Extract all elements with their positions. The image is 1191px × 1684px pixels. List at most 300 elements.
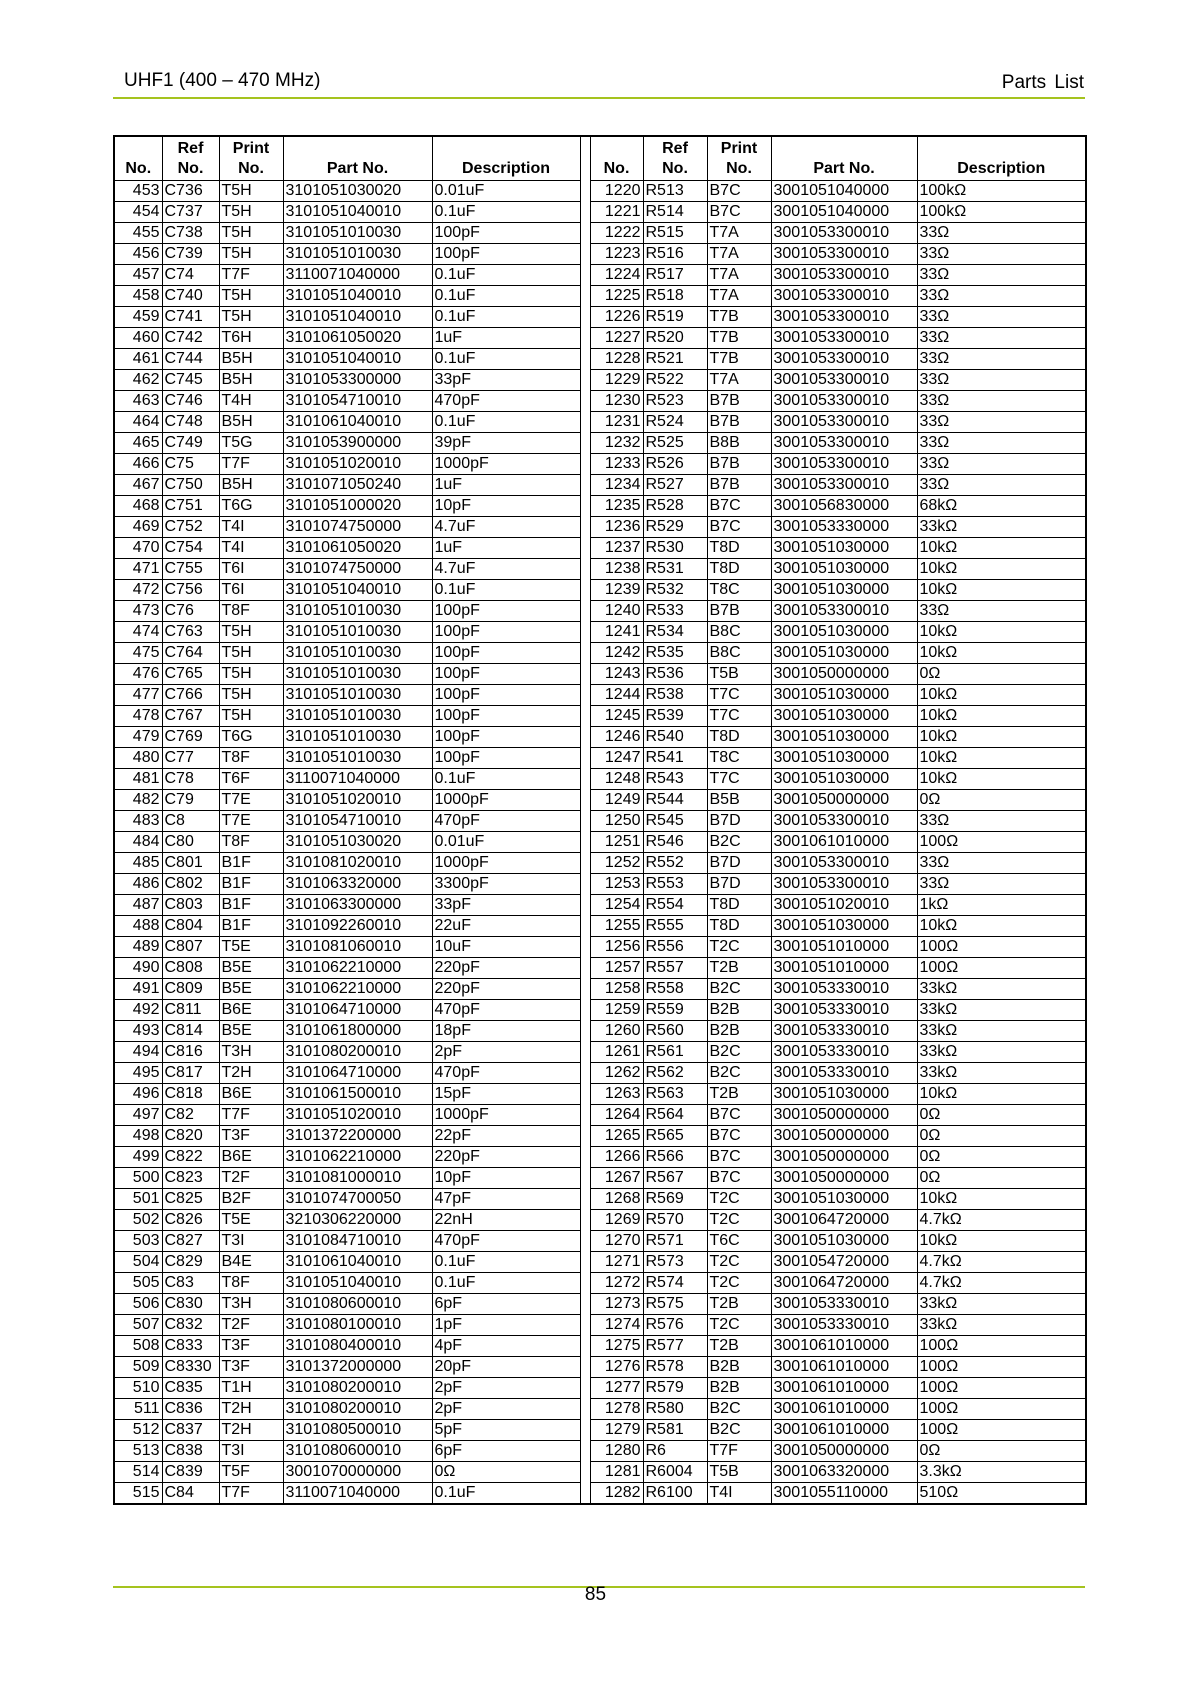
cell-part-no: 3101051010030 [283,748,432,769]
cell-print-no: T2C [707,1273,771,1294]
cell-ref-no: C74 [162,265,219,286]
cell-ref-no: C820 [162,1126,219,1147]
cell-description: 510Ω [917,1483,1086,1505]
cell-description: 10kΩ [917,685,1086,706]
table-row [114,622,1086,643]
cell-ref-no: R526 [643,454,707,475]
cell-description: 47pF [432,1189,580,1210]
cell-ref-no: R561 [643,1042,707,1063]
cell-ref-no: C79 [162,790,219,811]
cell-no: 1252 [590,853,643,874]
cell-print-no: T2B [707,1336,771,1357]
cell-part-no: 3001053300010 [771,307,917,328]
cell-ref-no: R553 [643,874,707,895]
cell-description: 10uF [432,937,580,958]
column-gap [580,1042,590,1063]
cell-print-no: B7C [707,1105,771,1126]
column-gap [580,181,590,202]
cell-description: 2pF [432,1042,580,1063]
cell-print-no: T5H [219,244,283,265]
column-gap [580,1378,590,1399]
cell-no: 1234 [590,475,643,496]
cell-no: 473 [114,601,162,622]
cell-part-no: 3001051030000 [771,538,917,559]
col-header-description: Description [917,136,1086,181]
cell-part-no: 3001053300010 [771,391,917,412]
cell-part-no: 3110071040000 [283,1483,432,1505]
cell-ref-no: R580 [643,1399,707,1420]
table-row [114,496,1086,517]
cell-ref-no: R521 [643,349,707,370]
cell-print-no: T7B [707,349,771,370]
cell-no: 1249 [590,790,643,811]
cell-description: 15pF [432,1084,580,1105]
cell-no: 1253 [590,874,643,895]
cell-part-no: 3101061040010 [283,1252,432,1273]
cell-description: 33Ω [917,391,1086,412]
table-row [114,1273,1086,1294]
cell-part-no: 3001064720000 [771,1210,917,1231]
cell-print-no: B7D [707,874,771,895]
cell-part-no: 3001053300010 [771,601,917,622]
cell-ref-no: R513 [643,181,707,202]
column-gap [580,370,590,391]
cell-print-no: T2C [707,1252,771,1273]
cell-description: 33Ω [917,349,1086,370]
cell-no: 483 [114,811,162,832]
cell-print-no: T7A [707,370,771,391]
cell-no: 1232 [590,433,643,454]
cell-print-no: B6E [219,1147,283,1168]
cell-description: 3.3kΩ [917,1462,1086,1483]
cell-print-no: T7C [707,706,771,727]
cell-part-no: 3001053300010 [771,811,917,832]
cell-description: 0.1uF [432,265,580,286]
cell-part-no: 3001051030000 [771,1231,917,1252]
cell-no: 1271 [590,1252,643,1273]
cell-ref-no: C836 [162,1399,219,1420]
cell-no: 509 [114,1357,162,1378]
cell-no: 503 [114,1231,162,1252]
cell-part-no: 3101051040010 [283,349,432,370]
table-row [114,328,1086,349]
cell-no: 1223 [590,244,643,265]
cell-ref-no: C808 [162,958,219,979]
cell-part-no: 3001053300010 [771,328,917,349]
cell-ref-no: R557 [643,958,707,979]
cell-part-no: 3001051030000 [771,727,917,748]
column-gap [580,265,590,286]
cell-description: 1kΩ [917,895,1086,916]
cell-print-no: T2B [707,1084,771,1105]
cell-ref-no: R558 [643,979,707,1000]
table-row [114,265,1086,286]
cell-description: 10kΩ [917,769,1086,790]
cell-no: 486 [114,874,162,895]
cell-part-no: 3001061010000 [771,1378,917,1399]
cell-no: 454 [114,202,162,223]
cell-print-no: T5H [219,202,283,223]
cell-part-no: 3001051030000 [771,706,917,727]
cell-ref-no: C8330 [162,1357,219,1378]
cell-no: 1265 [590,1126,643,1147]
cell-description: 1000pF [432,1105,580,1126]
cell-ref-no: C76 [162,601,219,622]
cell-description: 1000pF [432,454,580,475]
table-row [114,1357,1086,1378]
cell-part-no: 3101064710000 [283,1000,432,1021]
col-header-part-no: Part No. [283,136,432,181]
column-gap [580,223,590,244]
cell-print-no: B7B [707,601,771,622]
cell-part-no: 3001051030000 [771,748,917,769]
cell-part-no: 3101080600010 [283,1441,432,1462]
cell-no: 495 [114,1063,162,1084]
table-row [114,853,1086,874]
cell-ref-no: C827 [162,1231,219,1252]
cell-part-no: 3101080200010 [283,1042,432,1063]
cell-no: 489 [114,937,162,958]
column-gap [580,622,590,643]
cell-no: 466 [114,454,162,475]
cell-print-no: B2C [707,1420,771,1441]
cell-part-no: 3001053330000 [771,517,917,538]
cell-description: 4.7kΩ [917,1273,1086,1294]
cell-part-no: 3101051040010 [283,307,432,328]
cell-ref-no: C741 [162,307,219,328]
cell-part-no: 3001051040000 [771,202,917,223]
cell-description: 33Ω [917,433,1086,454]
cell-ref-no: C769 [162,727,219,748]
table-row [114,748,1086,769]
table-row [114,202,1086,223]
cell-print-no: B7B [707,412,771,433]
cell-no: 467 [114,475,162,496]
cell-ref-no: R543 [643,769,707,790]
cell-ref-no: C78 [162,769,219,790]
cell-print-no: T3F [219,1336,283,1357]
cell-description: 10kΩ [917,748,1086,769]
cell-no: 457 [114,265,162,286]
cell-no: 1231 [590,412,643,433]
cell-part-no: 3101080500010 [283,1420,432,1441]
cell-description: 100kΩ [917,181,1086,202]
table-row [114,412,1086,433]
cell-no: 462 [114,370,162,391]
column-gap [580,349,590,370]
cell-description: 100pF [432,706,580,727]
cell-ref-no: C83 [162,1273,219,1294]
cell-no: 506 [114,1294,162,1315]
table-row [114,769,1086,790]
cell-description: 18pF [432,1021,580,1042]
column-gap [580,244,590,265]
column-gap [580,328,590,349]
column-gap [580,1084,590,1105]
table-row [114,1483,1086,1505]
cell-part-no: 3001061010000 [771,832,917,853]
column-gap [580,433,590,454]
cell-no: 510 [114,1378,162,1399]
cell-description: 22nH [432,1210,580,1231]
cell-description: 100Ω [917,937,1086,958]
cell-ref-no: C75 [162,454,219,475]
table-row [114,1147,1086,1168]
cell-no: 512 [114,1420,162,1441]
cell-no: 461 [114,349,162,370]
cell-ref-no: C826 [162,1210,219,1231]
cell-ref-no: C838 [162,1441,219,1462]
column-gap [580,1357,590,1378]
cell-ref-no: R538 [643,685,707,706]
cell-ref-no: C823 [162,1168,219,1189]
cell-description: 100pF [432,244,580,265]
cell-no: 502 [114,1210,162,1231]
table-row [114,958,1086,979]
cell-print-no: T7F [219,1105,283,1126]
cell-part-no: 3101080400010 [283,1336,432,1357]
cell-print-no: T7A [707,223,771,244]
cell-part-no: 3101061800000 [283,1021,432,1042]
column-gap [580,1210,590,1231]
cell-description: 100Ω [917,1357,1086,1378]
cell-part-no: 3001051030000 [771,685,917,706]
cell-no: 456 [114,244,162,265]
cell-part-no: 3101074700050 [283,1189,432,1210]
cell-no: 485 [114,853,162,874]
cell-description: 100pF [432,601,580,622]
cell-description: 0.1uF [432,1483,580,1505]
table-row [114,475,1086,496]
cell-part-no: 3101080200010 [283,1378,432,1399]
cell-part-no: 3001053300010 [771,412,917,433]
table-row [114,286,1086,307]
cell-no: 1235 [590,496,643,517]
cell-no: 494 [114,1042,162,1063]
cell-no: 1250 [590,811,643,832]
table-row [114,391,1086,412]
cell-no: 1227 [590,328,643,349]
cell-ref-no: R529 [643,517,707,538]
cell-no: 496 [114,1084,162,1105]
cell-description: 10kΩ [917,538,1086,559]
cell-no: 1276 [590,1357,643,1378]
cell-ref-no: R555 [643,916,707,937]
cell-ref-no: R518 [643,286,707,307]
cell-no: 453 [114,181,162,202]
table-row [114,454,1086,475]
cell-no: 507 [114,1315,162,1336]
cell-description: 470pF [432,1231,580,1252]
cell-no: 487 [114,895,162,916]
cell-part-no: 3001051040000 [771,181,917,202]
cell-print-no: B7B [707,475,771,496]
cell-print-no: B1F [219,853,283,874]
cell-ref-no: R516 [643,244,707,265]
cell-description: 1000pF [432,853,580,874]
cell-part-no: 3001053300010 [771,370,917,391]
cell-ref-no: R564 [643,1105,707,1126]
cell-part-no: 3101372200000 [283,1126,432,1147]
column-gap [580,559,590,580]
cell-ref-no: R554 [643,895,707,916]
table-row [114,1315,1086,1336]
cell-no: 469 [114,517,162,538]
cell-print-no: B8B [707,433,771,454]
cell-part-no: 3101092260010 [283,916,432,937]
column-gap [580,202,590,223]
table-row [114,832,1086,853]
cell-part-no: 3101051020010 [283,790,432,811]
cell-part-no: 3001050000000 [771,1168,917,1189]
cell-ref-no: C764 [162,643,219,664]
cell-print-no: T7C [707,685,771,706]
cell-ref-no: C740 [162,286,219,307]
cell-ref-no: C801 [162,853,219,874]
cell-description: 100pF [432,664,580,685]
cell-part-no: 3101080100010 [283,1315,432,1336]
cell-no: 1259 [590,1000,643,1021]
cell-ref-no: R556 [643,937,707,958]
cell-print-no: T8C [707,748,771,769]
cell-description: 33Ω [917,412,1086,433]
cell-no: 501 [114,1189,162,1210]
cell-print-no: B7C [707,496,771,517]
section-title: Parts List [1001,72,1084,93]
cell-part-no: 3101051040010 [283,202,432,223]
cell-ref-no: C737 [162,202,219,223]
cell-ref-no: C814 [162,1021,219,1042]
cell-print-no: B2C [707,1063,771,1084]
column-gap [580,1294,590,1315]
cell-description: 10pF [432,1168,580,1189]
cell-no: 1228 [590,349,643,370]
cell-print-no: B7C [707,1126,771,1147]
cell-part-no: 3001051030000 [771,622,917,643]
cell-print-no: T5H [219,181,283,202]
cell-description: 0.1uF [432,769,580,790]
cell-part-no: 3101054710010 [283,811,432,832]
cell-description: 100pF [432,622,580,643]
cell-part-no: 3001050000000 [771,1105,917,1126]
cell-description: 1pF [432,1315,580,1336]
table-row [114,979,1086,1000]
cell-description: 33Ω [917,811,1086,832]
cell-no: 1266 [590,1147,643,1168]
cell-print-no: B7C [707,1168,771,1189]
cell-ref-no: C832 [162,1315,219,1336]
cell-print-no: T6G [219,727,283,748]
cell-part-no: 3001054720000 [771,1252,917,1273]
cell-no: 499 [114,1147,162,1168]
cell-ref-no: R563 [643,1084,707,1105]
column-gap [580,1021,590,1042]
table-row [114,349,1086,370]
cell-print-no: T3H [219,1294,283,1315]
cell-ref-no: C754 [162,538,219,559]
column-gap [580,1399,590,1420]
cell-description: 10kΩ [917,643,1086,664]
cell-description: 33kΩ [917,1315,1086,1336]
cell-ref-no: C816 [162,1042,219,1063]
cell-description: 0Ω [917,1105,1086,1126]
cell-print-no: B7D [707,853,771,874]
cell-ref-no: R565 [643,1126,707,1147]
cell-no: 1238 [590,559,643,580]
col-header-ref-no: Ref No. [162,136,219,181]
table-row [114,223,1086,244]
cell-description: 2pF [432,1399,580,1420]
cell-description: 0.1uF [432,1252,580,1273]
cell-no: 1220 [590,181,643,202]
cell-print-no: B7B [707,454,771,475]
column-gap [580,958,590,979]
cell-print-no: T3H [219,1042,283,1063]
page-number: 85 [584,1584,607,1605]
cell-ref-no: R559 [643,1000,707,1021]
cell-no: 1264 [590,1105,643,1126]
cell-part-no: 3101051020010 [283,454,432,475]
cell-description: 10kΩ [917,1231,1086,1252]
table-row [114,664,1086,685]
cell-description: 5pF [432,1420,580,1441]
cell-ref-no: C765 [162,664,219,685]
cell-no: 1230 [590,391,643,412]
cell-ref-no: R571 [643,1231,707,1252]
cell-description: 33Ω [917,307,1086,328]
cell-print-no: T8D [707,916,771,937]
cell-description: 100pF [432,223,580,244]
cell-ref-no: C755 [162,559,219,580]
cell-ref-no: C811 [162,1000,219,1021]
cell-print-no: B5E [219,979,283,1000]
column-gap [580,769,590,790]
cell-part-no: 3001053300010 [771,223,917,244]
cell-print-no: B2F [219,1189,283,1210]
cell-ref-no: C736 [162,181,219,202]
cell-print-no: B7B [707,391,771,412]
table-row [114,1168,1086,1189]
cell-part-no: 3101081000010 [283,1168,432,1189]
cell-print-no: T6G [219,496,283,517]
cell-ref-no: C751 [162,496,219,517]
cell-ref-no: R566 [643,1147,707,1168]
cell-description: 39pF [432,433,580,454]
table-row [114,727,1086,748]
cell-ref-no: C807 [162,937,219,958]
cell-print-no: T2F [219,1315,283,1336]
column-gap [580,685,590,706]
cell-part-no: 3001070000000 [283,1462,432,1483]
cell-ref-no: R527 [643,475,707,496]
cell-no: 1241 [590,622,643,643]
cell-part-no: 3001051010000 [771,958,917,979]
cell-no: 1251 [590,832,643,853]
cell-no: 1233 [590,454,643,475]
table-row [114,433,1086,454]
cell-description: 10kΩ [917,916,1086,937]
cell-description: 3300pF [432,874,580,895]
cell-no: 515 [114,1483,162,1505]
cell-ref-no: R531 [643,559,707,580]
cell-print-no: T6F [219,769,283,790]
cell-print-no: B1F [219,895,283,916]
cell-part-no: 3001051030000 [771,916,917,937]
cell-ref-no: R569 [643,1189,707,1210]
table-row [114,790,1086,811]
cell-description: 100pF [432,685,580,706]
cell-ref-no: C752 [162,517,219,538]
